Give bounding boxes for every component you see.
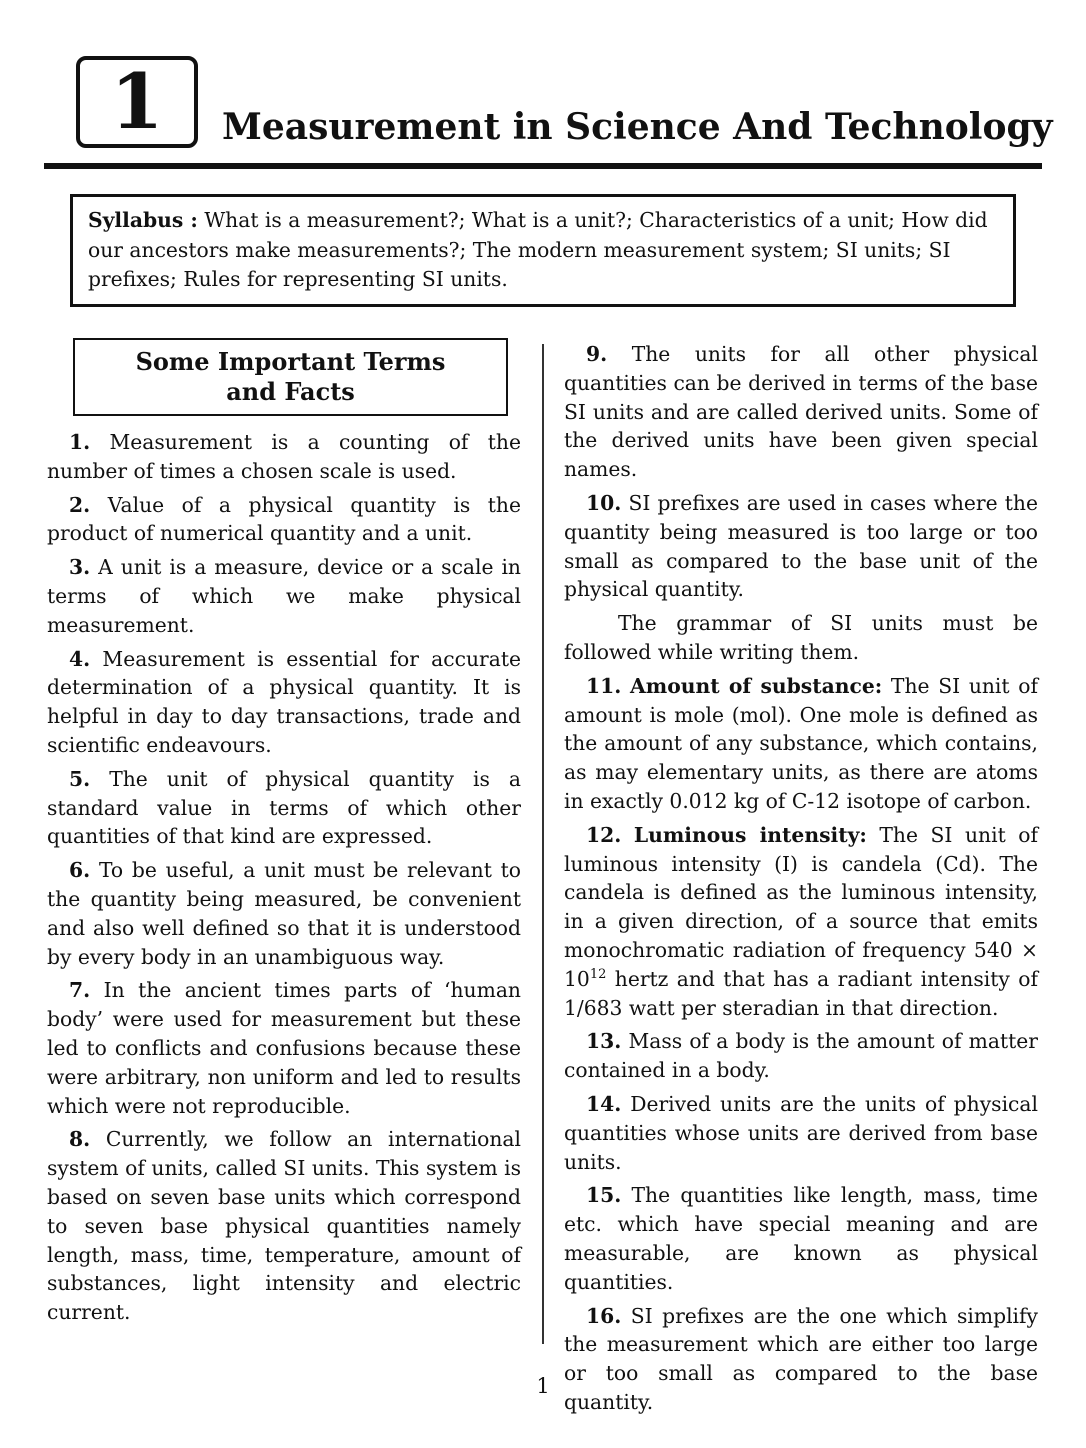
fact-item: 11. Amount of substance: The SI unit of amount is mole (mol). One mole is defined as the amount of any substance, which contains, as may elementary units, as there are atoms in exactly 0.012 kg of C-12 isotope of carbon. <box>564 673 1038 813</box>
page-number: 1 <box>536 1374 550 1398</box>
syllabus-label: Syllabus : <box>88 208 198 232</box>
fact-item: 12. Luminous intensity: The SI unit of luminous intensity (I) is candela (Cd). The candela is defined as the luminous intensity, in a given direction, of a source that emits monochromatic radiation of frequency $540 \times 10^{12}$ hertz and that has a radiant intensity of 1/683 watt per steradian in that direction. <box>564 822 1038 1020</box>
fact-item: 14. Derived units are the units of physical quantities whose units are derived from base units. <box>564 1091 1038 1174</box>
fact-item: 3. A unit is a measure, device or a scale in terms of which we make physical measurement. <box>47 555 521 637</box>
fact-item: 16. SI prefixes are the one which simplify the measurement which are either too large or too small as compared to the base quantity. <box>564 1303 1039 1414</box>
syllabus-box <box>70 194 1016 307</box>
fact-item: The grammar of SI units must be followed while writing them. <box>564 611 1038 664</box>
fact-item: 10. SI prefixes are used in cases where the quantity being measured is too large or too small as compared to the base unit of the physical quantity. <box>564 490 1038 602</box>
left-column <box>47 428 521 1332</box>
title-rule <box>44 163 1042 169</box>
fact-item: 5. The unit of physical quantity is a standard value in terms of which other quantities of that kind are expressed. <box>47 766 521 849</box>
section-heading-line2: and Facts <box>226 377 355 406</box>
section-heading-line1: Some Important Terms <box>135 347 446 376</box>
fact-item: 15. The quantities like length, mass, time etc. which have special meaning and are measurable, are known as physical quantities. <box>564 1183 1038 1294</box>
chapter-number: 1 <box>110 57 164 146</box>
column-divider <box>542 344 544 1344</box>
fact-item: 13. Mass of a body is the amount of matter contained in a body. <box>564 1029 1038 1083</box>
fact-item: 9. The units for all other physical quantities can be derived in terms of the base SI units and are called derived units. Some of the derived units have been given special names. <box>564 342 1038 482</box>
chapter-title: Measurement in Science And Technology <box>222 106 1053 148</box>
chapter-number-box <box>76 56 198 148</box>
syllabus-text: What is a measurement?; What is a unit?; Characteristics of a unit; How did our ancestors make measurements?; The modern measurement system; SI units; SI prefixes; Rules for representing SI units. <box>88 208 988 292</box>
right-column <box>564 340 1038 1422</box>
section-heading-box <box>73 338 508 416</box>
fact-item: 4. Measurement is essential for accurate determination of a physical quantity. It is helpful in day to day transactions, trade and scientific endeavours. <box>47 646 521 757</box>
fact-item: 1. Measurement is a counting of the number of times a chosen scale is used. <box>47 430 521 483</box>
fact-item: 7. In the ancient times parts of ‘human body’ were used for measurement but these led to conflicts and confusions because these were arbitrary, non uniform and led to results which were not reproducible. <box>47 978 521 1118</box>
fact-item: 6. To be useful, a unit must be relevant to the quantity being measured, be convenient and also well defined so that it is understood by every body in an unambiguous way. <box>47 858 521 969</box>
fact-item: 8. Currently, we follow an international system of units, called SI units. This system is based on seven base units which correspond to seven base physical quantities namely length, mass, time, temperature, amount of substances, light intensity and electric current. <box>47 1127 521 1325</box>
fact-item: 2. Value of a physical quantity is the product of numerical quantity and a unit. <box>47 492 521 546</box>
